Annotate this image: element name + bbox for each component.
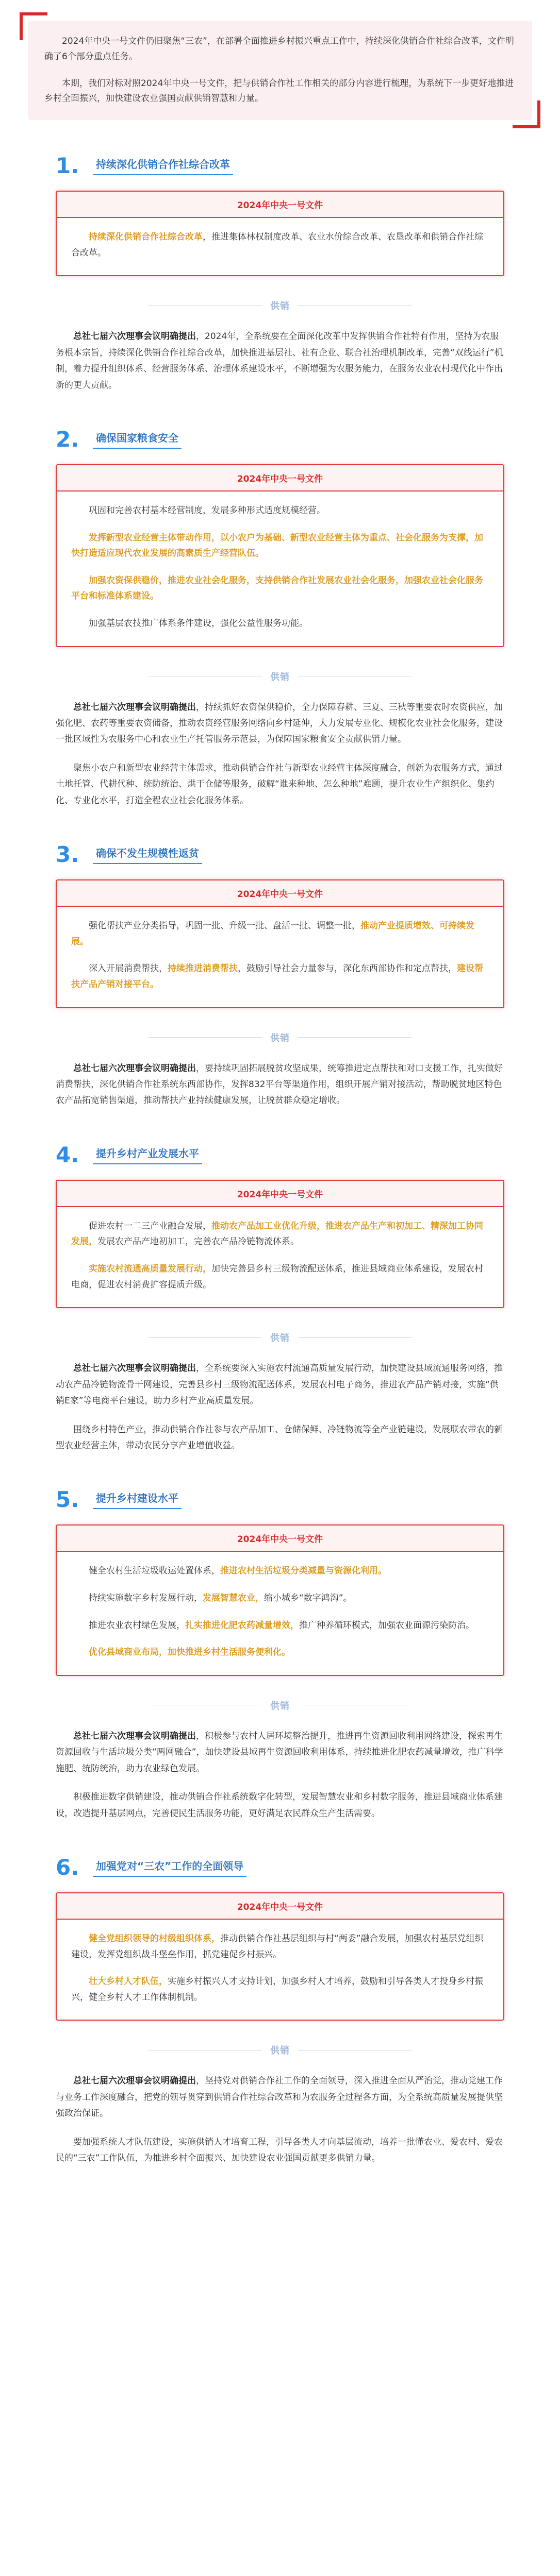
- body-paragraph: [56, 1361, 504, 1409]
- body-paragraph: [56, 2073, 504, 2122]
- highlighted-text: 发展智慧农业，: [203, 1592, 264, 1603]
- document-quote-box: [56, 191, 504, 276]
- sections-container: [0, 153, 560, 2167]
- section-divider: [0, 299, 560, 312]
- bold-lead-text: 总社七届六次理事会议明确提出: [73, 1363, 196, 1374]
- paragraph-text: 推广种养循环模式，加强农业面源污染防治。: [299, 1620, 474, 1631]
- bold-lead-text: 总社七届六次理事会议明确提出: [73, 702, 196, 713]
- paragraph-text: 要加强系统人才队伍建设，实施供销人才培育工程，引导各类人才向基层流动，培养一批懂农业、爱农村、爱农民的“三农”工作队伍，为推进乡村全面振兴、加快建设农业强国贡献更多供销力量。: [56, 2137, 503, 2164]
- section-body: [56, 1361, 504, 1454]
- highlighted-text: 发挥新型农业经营主体带动作用，以小农户为基础、新型农业经营主体为重点、社会化服务为支撑，加快打造适应现代农业发展的高素质生产经营队伍。: [71, 532, 483, 559]
- document-title: 2024年中央一号文件: [57, 880, 503, 907]
- section-title: 提升乡村建设水平: [93, 1490, 182, 1509]
- highlighted-text: 推动农产品加工业优化升级，推进农产品生产和初加工、精深加工协同发展，: [71, 1221, 483, 1247]
- document-paragraph: [71, 503, 489, 519]
- divider-line: [298, 1037, 411, 1038]
- paragraph-text: ，2024年，全系统要在全面深化改革中发挥供销合作社特有作用，坚持为农服务根本宗旨，持续深化供销合作社综合改革，加快推进基层社、社有企业、联合社治理机制改革，完善“双线运行”机制，着力提升组织体系、经营服务体系、治理体系建设水平，不断增强为农服务能力，在服务农业农村现代化中作出新的更大贡献。: [56, 331, 503, 391]
- section-number: 4.: [56, 1142, 79, 1167]
- highlighted-text: 实施农村流通高质量发展行动，: [89, 1264, 211, 1274]
- highlighted-text: 壮大乡村人才队伍，: [89, 1976, 168, 1987]
- section-title: 提升乡村产业发展水平: [93, 1145, 202, 1164]
- section-divider: [0, 670, 560, 683]
- document-title: 2024年中央一号文件: [57, 465, 503, 492]
- body-paragraph: [56, 1728, 504, 1777]
- body-paragraph: [56, 329, 504, 394]
- document-quote-box: [56, 464, 504, 647]
- bold-lead-text: 总社七届六次理事会议明确提出: [73, 2076, 196, 2087]
- section-header: [56, 427, 560, 452]
- section-body: [56, 700, 504, 809]
- document-paragraph: [71, 1218, 489, 1250]
- divider-logo: 供销: [270, 1700, 290, 1711]
- paragraph-text: 强化帮扶产业分类指导，巩固一批、升级一批、盘活一批、调整一批，: [89, 921, 360, 931]
- document-quote-box: [56, 1892, 504, 2021]
- body-paragraph: [56, 1422, 504, 1454]
- section-title: 持续深化供销合作社综合改革: [93, 156, 233, 175]
- section-body: [56, 2073, 504, 2166]
- section-title: 加强党对“三农”工作的全面领导: [93, 1858, 246, 1877]
- paragraph-text: 积极推进数字供销建设，推动供销合作社系统数字化转型，发展智慧农业和乡村数字服务，推进县域商业体系建设，改造提升基层网点，完善便民生活服务功能，更好满足农民群众生产生活需要。: [56, 1792, 503, 1819]
- section-header: [56, 1855, 560, 1880]
- divider-logo: 供销: [270, 1333, 290, 1344]
- document-paragraph: [71, 1618, 489, 1634]
- section-number: 3.: [56, 842, 79, 868]
- paragraph-text: ，鼓励引导社会力量参与，深化东西部协作和定点帮扶，: [238, 963, 457, 974]
- document-paragraph: [71, 573, 489, 604]
- document-paragraph: [71, 1645, 489, 1660]
- bold-lead-text: 总社七届六次理事会议明确提出: [73, 1063, 196, 1074]
- divider-logo: 供销: [270, 2045, 290, 2057]
- intro-box: [28, 21, 532, 120]
- paragraph-text: 围绕乡村特色产业，推动供销合作社参与农产品加工、仓储保鲜、冷链物流等全产业链建设，发展联农带农的新型农业经营主体，带动农民分享产业增值收益。: [56, 1424, 503, 1451]
- document-paragraph: [71, 918, 489, 950]
- body-paragraph: [56, 1789, 504, 1822]
- document-paragraph: [71, 961, 489, 992]
- section-title: 确保不发生规模性返贫: [93, 845, 202, 864]
- section-divider: [0, 1031, 560, 1044]
- section-number: 5.: [56, 1487, 79, 1513]
- highlighted-text: 推进农村生活垃圾分类减量与资源化利用。: [220, 1566, 387, 1577]
- section-body: [56, 329, 504, 394]
- divider-line: [149, 1337, 262, 1338]
- highlighted-text: 持续推进消费帮扶: [168, 963, 238, 974]
- document-quote-box: [56, 1180, 504, 1308]
- section-header: [56, 842, 560, 867]
- paragraph-text: ，坚持党对供销合作社工作的全面领导，深入推进全面从严治党，推动党建工作与业务工作深度融合，把党的领导贯穿到供销合作社综合改革和为农服务全过程各方面，为全系统高质量发展提供坚强政治保证。: [56, 2076, 503, 2119]
- highlighted-text: 优化县域商业布局，加快推进乡村生活服务便利化。: [89, 1647, 290, 1658]
- bold-lead-text: 总社七届六次理事会议明确提出: [73, 331, 196, 342]
- document-paragraph: [71, 1590, 489, 1606]
- paragraph-text: 巩固和完善农村基本经营制度，发展多种形式适度规模经营。: [89, 505, 325, 516]
- paragraph-text: 缩小城乡“数字鸿沟”。: [264, 1592, 352, 1603]
- document-quote-box: [56, 1524, 504, 1675]
- highlighted-text: 推动产业提质增效、可持续发展。: [71, 921, 474, 947]
- paragraph-text: ，持续抓好农资保供稳价，全力保障春耕、三夏、三秋等重要农时农资供应，加强化肥、农药等重要农资储备，推动农资经营服务网络向乡村延伸，大力发展专业化、规模化农业社会化服务，建设一批区域性为农服务中心和农业生产托管服务示范县，为保障国家粮食安全贡献供销力量。: [56, 702, 503, 745]
- highlighted-text: 持续深化供销合作社综合改革: [89, 232, 203, 242]
- document-title: 2024年中央一号文件: [57, 1526, 503, 1552]
- section-header: [56, 153, 560, 178]
- paragraph-text: ，全系统要深入实施农村流通高质量发展行动，加快建设县域流通服务网络，推动农产品冷链物流骨干网建设，完善县乡村三级物流配送体系，发展农村电子商务，推进农产品产销对接，实施“供销E家”等电商平台建设，助力乡村产业高质量发展。: [56, 1363, 503, 1406]
- document-paragraph: [71, 1931, 489, 1962]
- paragraph-text: ，要持续巩固拓展脱贫攻坚成果，统筹推进定点帮扶和对口支援工作，扎实做好消费帮扶，深化供销合作社系统东西部协作，发挥832平台等渠道作用，组织开展产销对接活动，帮助脱贫地区特色农产品拓宽销售渠道，推动帮扶产业持续健康发展，让脱贫群众稳定增收。: [56, 1063, 503, 1106]
- document-title: 2024年中央一号文件: [57, 192, 503, 218]
- paragraph-text: 推动供销合作社基层组织与村“两委”融合发展，加强农村基层党组织建设，发挥党组织战斗堡垒作用，抓党建促乡村振兴。: [71, 1933, 484, 1960]
- intro-paragraph: 本期，我们对标对照2024年中央一号文件，把与供销合作社工作相关的部分内容进行梳理，为系统下一步更好地推进乡村全面振兴，加快建设农业强国贡献供销智慧和力量。: [44, 78, 514, 104]
- divider-line: [149, 1037, 262, 1038]
- section-divider: [0, 1331, 560, 1344]
- section-divider: [0, 2043, 560, 2057]
- paragraph-text: 加强基层农技推广体系条件建设，强化公益性服务功能。: [89, 618, 308, 629]
- paragraph-text: 健全农村生活垃圾收运处置体系，: [89, 1566, 220, 1577]
- paragraph-text: 发展农产品产地初加工，完善农产品冷链物流体系。: [97, 1236, 299, 1247]
- document-paragraph: [71, 1563, 489, 1579]
- body-paragraph: [56, 2134, 504, 2167]
- divider-logo: 供销: [270, 301, 290, 312]
- bold-lead-text: 总社七届六次理事会议明确提出: [73, 1731, 196, 1741]
- highlighted-text: 建设帮扶产品产销对接平台。: [71, 963, 483, 990]
- document-title: 2024年中央一号文件: [57, 1181, 503, 1207]
- section-number: 6.: [56, 1854, 79, 1880]
- body-paragraph: [56, 1061, 504, 1109]
- paragraph-text: 持续实施数字乡村发展行动，: [89, 1592, 203, 1603]
- document-quote-box: [56, 879, 504, 1008]
- section-body: [56, 1061, 504, 1109]
- section-divider: [0, 1699, 560, 1712]
- document-paragraph: [71, 1974, 489, 2005]
- highlighted-text: 健全党组织领导的村级组织体系，: [89, 1933, 220, 1944]
- divider-logo: 供销: [270, 1032, 290, 1044]
- section-header: [56, 1142, 560, 1167]
- paragraph-text: 聚焦小农户和新型农业经营主体需求，推动供销合作社与新型农业经营主体深度融合，创新为农服务方式，通过土地托管、代耕代种、统防统治、烘干仓储等服务，破解“谁来种地、怎么种地”难题，提升农业生产组织化、集约化、专业化水平，打造全程农业社会化服务体系。: [56, 762, 503, 806]
- body-paragraph: [56, 760, 504, 809]
- section-body: [56, 1728, 504, 1822]
- section-header: [56, 1487, 560, 1512]
- paragraph-text: ，积极参与农村人居环境整治提升，推进再生资源回收利用网络建设，探索再生资源回收与生活垃圾分类“两网融合”，加快建设县域再生资源回收利用体系，持续推进化肥农药减量增效，推广科学施肥、统防统治，助力农业绿色发展。: [56, 1731, 503, 1774]
- divider-line: [298, 1337, 411, 1338]
- paragraph-text: ，推进集体林权制度改革、农业水价综合改革、农垦改革和供销合作社综合改革。: [71, 232, 483, 258]
- document-paragraph: [71, 530, 489, 562]
- paragraph-text: 推进农业农村绿色发展，: [89, 1620, 185, 1631]
- highlighted-text: 加强农资保供稳价，推进农业社会化服务，支持供销合作社发展农业社会化服务，加强农业社会化服务平台和标准体系建设。: [71, 575, 483, 602]
- article: [0, 21, 560, 2200]
- document-title: 2024年中央一号文件: [57, 1893, 503, 1920]
- document-paragraph: [71, 616, 489, 632]
- body-paragraph: [56, 700, 504, 748]
- paragraph-text: 实施乡村振兴人才支持计划，加强乡村人才培养，鼓励和引导各类人才投身乡村振兴，健全乡村人才工作体制机制。: [71, 1976, 483, 2003]
- paragraph-text: 加快完善县乡村三级物流配送体系，推进县域商业体系建设，发展农村电商，促进农村消费扩容提质升级。: [71, 1264, 483, 1290]
- highlighted-text: 扎实推进化肥农药减量增效，: [185, 1620, 299, 1631]
- paragraph-text: 深入开展消费帮扶，: [89, 963, 168, 974]
- paragraph-text: 促进农村一二三产业融合发展，: [89, 1221, 211, 1231]
- section-title: 确保国家粮食安全: [93, 430, 182, 449]
- document-paragraph: [71, 1261, 489, 1293]
- section-number: 1.: [56, 153, 79, 178]
- intro-paragraph: 2024年中央一号文件仍旧聚焦“三农”，在部署全面推进乡村振兴重点工作中，持续深化供销合作社综合改革，文件明确了6个部分重点任务。: [44, 36, 514, 62]
- section-number: 2.: [56, 426, 79, 452]
- document-paragraph: [71, 229, 489, 261]
- divider-logo: 供销: [270, 671, 290, 683]
